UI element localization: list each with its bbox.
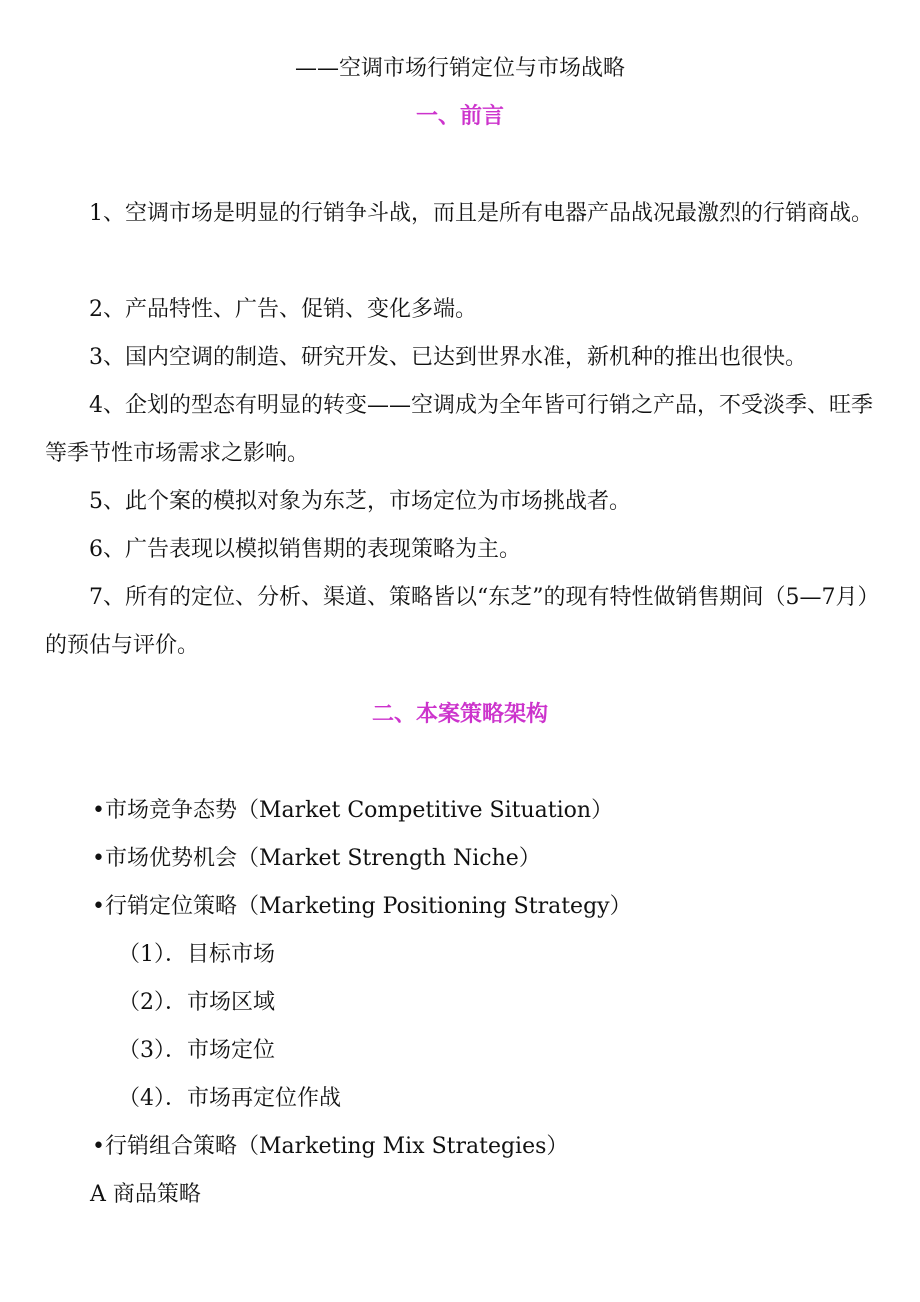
strategy-bullet-positioning: •行销定位策略（Marketing Positioning Strategy） (92, 894, 632, 919)
strategy-bullet-marketing-mix: •行销组合策略（Marketing Mix Strategies） (92, 1134, 569, 1159)
preface-item-7: 7、所有的定位、分析、渠道、策略皆以“东芝”的现有特性做销售期间（5—7月）的预估与评价。 (45, 585, 869, 658)
preface-item-4: 4、企划的型态有明显的转变——空调成为全年皆可行销之产品，不受淡季、旺季等季节性市场需求之影响。 (45, 393, 873, 466)
section-heading-preface: 一、前言 (415, 104, 504, 129)
preface-item-5: 5、此个案的模拟对象为东芝，市场定位为市场挑战者。 (89, 489, 631, 514)
document-subtitle: ——空调市场行销定位与市场战略 (294, 56, 625, 81)
strategy-subitem-target-market: （1）．目标市场 (118, 942, 275, 967)
strategy-bullet-competitive: •市场竞争态势（Market Competitive Situation） (92, 798, 614, 823)
strategy-subitem-market-positioning: （3）．市场定位 (118, 1038, 275, 1063)
preface-item-3: 3、国内空调的制造、研究开发、已达到世界水准，新机种的推出也很快。 (89, 345, 807, 370)
strategy-bullet-strength: •市场优势机会（Market Strength Niche） (92, 846, 541, 871)
preface-item-6: 6、广告表现以模拟销售期的表现策略为主。 (89, 537, 521, 562)
strategy-subitem-repositioning: （4）．市场再定位作战 (118, 1086, 341, 1111)
strategy-subitem-market-region: （2）．市场区域 (118, 990, 275, 1015)
strategy-item-product: A 商品策略 (90, 1182, 201, 1207)
preface-item-1: 1、空调市场是明显的行销争斗战，而且是所有电器产品战况最激烈的行销商战。 (89, 201, 873, 226)
section-heading-strategy: 二、本案策略架构 (371, 702, 548, 727)
preface-item-2: 2、产品特性、广告、促销、变化多端。 (89, 297, 477, 322)
